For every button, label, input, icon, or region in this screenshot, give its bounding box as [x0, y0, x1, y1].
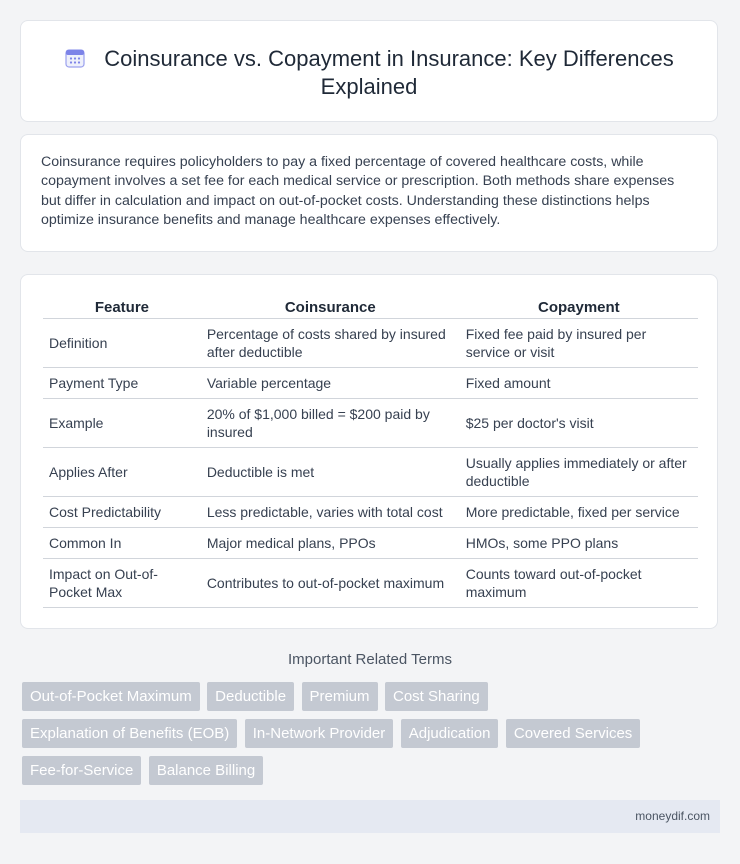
- table-row: [43, 448, 698, 497]
- comparison-table: [43, 297, 698, 608]
- intro-paragraph: Coinsurance requires policyholders to pay a fixed percentage of covered healthcare costs, while copayment involves a set fee for each medical service or prescription. Both methods share expenses but differ in calculation and impact on out-of-pocket costs. Understanding these distinctions helps optimize insurance benefits and manage healthcare expenses effectively.: [41, 154, 675, 228]
- table-row: [43, 319, 698, 368]
- table-row: [43, 399, 698, 448]
- tag-balance-billing[interactable]: Balance Billing: [149, 756, 263, 785]
- copayment-cell: Counts toward out-of-pocket maximum: [460, 559, 698, 608]
- intro-card: [20, 134, 718, 252]
- feature-cell: Impact on Out-of-Pocket Max: [43, 559, 201, 608]
- coinsurance-cell: Percentage of costs shared by insured after deductible: [201, 319, 460, 368]
- title-card: [20, 20, 718, 122]
- copayment-cell: $25 per doctor's visit: [460, 399, 698, 448]
- coinsurance-cell: Contributes to out-of-pocket maximum: [201, 559, 460, 608]
- coinsurance-cell: Variable percentage: [201, 368, 460, 399]
- feature-cell: Example: [43, 399, 201, 448]
- tag-out-of-pocket-maximum[interactable]: Out-of-Pocket Maximum: [22, 682, 200, 711]
- table-header-row: [43, 297, 698, 319]
- tag-covered-services[interactable]: Covered Services: [506, 719, 640, 748]
- copayment-cell: More predictable, fixed per service: [460, 497, 698, 528]
- table-row: [43, 559, 698, 608]
- table-row: [43, 497, 698, 528]
- copayment-cell: Fixed amount: [460, 368, 698, 399]
- coinsurance-cell: 20% of $1,000 billed = $200 paid by insured: [201, 399, 460, 448]
- copayment-cell: Usually applies immediately or after deductible: [460, 448, 698, 497]
- comparison-card: [20, 274, 718, 629]
- feature-cell: Cost Predictability: [43, 497, 201, 528]
- calendar-icon: [64, 47, 86, 69]
- footer-site-link[interactable]: moneydif.com: [635, 809, 710, 823]
- feature-cell: Common In: [43, 528, 201, 559]
- related-terms-list: [22, 682, 702, 793]
- related-terms-title: Important Related Terms: [288, 651, 452, 668]
- table-row: [43, 528, 698, 559]
- tag-adjudication[interactable]: Adjudication: [401, 719, 499, 748]
- footer: [20, 800, 720, 833]
- page-title-block: [21, 45, 717, 101]
- feature-cell: Definition: [43, 319, 201, 368]
- copayment-cell: Fixed fee paid by insured per service or visit: [460, 319, 698, 368]
- feature-cell: Applies After: [43, 448, 201, 497]
- feature-cell: Payment Type: [43, 368, 201, 399]
- tag-premium[interactable]: Premium: [302, 682, 378, 711]
- page-title: Coinsurance vs. Copayment in Insurance: Key Differences Explained: [104, 46, 674, 99]
- tag-explanation-of-benefits[interactable]: Explanation of Benefits (EOB): [22, 719, 237, 748]
- coinsurance-cell: Deductible is met: [201, 448, 460, 497]
- header-copayment: Copayment: [460, 297, 698, 319]
- header-feature: Feature: [43, 297, 201, 319]
- copayment-cell: HMOs, some PPO plans: [460, 528, 698, 559]
- tag-deductible[interactable]: Deductible: [207, 682, 294, 711]
- tag-in-network-provider[interactable]: In-Network Provider: [245, 719, 394, 748]
- tag-cost-sharing[interactable]: Cost Sharing: [385, 682, 488, 711]
- coinsurance-cell: Less predictable, varies with total cost: [201, 497, 460, 528]
- table-row: [43, 368, 698, 399]
- tag-fee-for-service[interactable]: Fee-for-Service: [22, 756, 141, 785]
- coinsurance-cell: Major medical plans, PPOs: [201, 528, 460, 559]
- header-coinsurance: Coinsurance: [201, 297, 460, 319]
